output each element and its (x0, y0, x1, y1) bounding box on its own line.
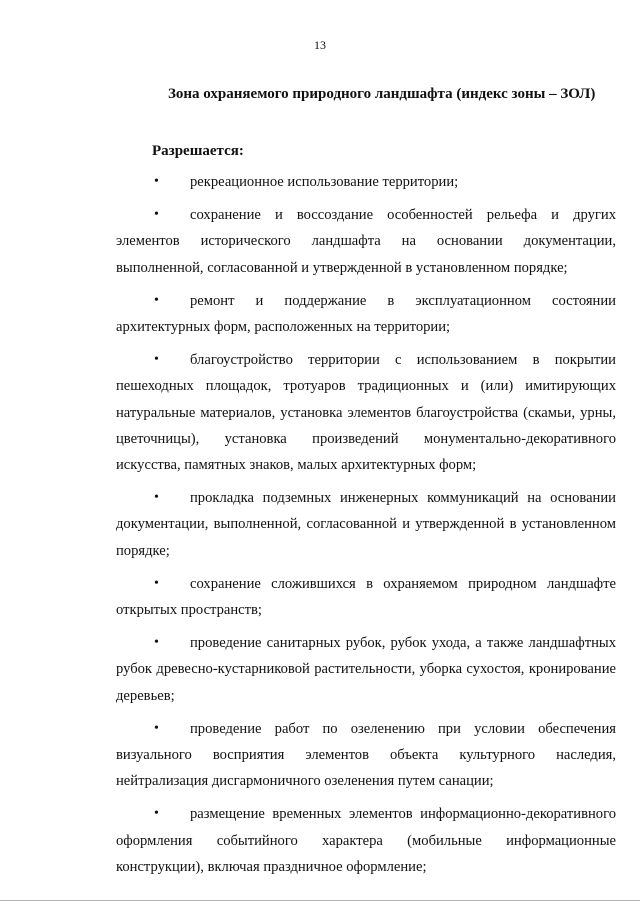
list-item (116, 571, 616, 623)
list-item (116, 202, 616, 281)
list-item-text: проведение работ по озеленению при условии обеспечения визуального восприятия элементов объекта культурного наследия, нейтрализация дисгармоничного озеленения путем санации; (116, 720, 616, 790)
bullet-icon: • (154, 806, 159, 822)
list-item (116, 347, 616, 478)
bullet-icon: • (154, 575, 159, 591)
bullet-icon: • (154, 352, 159, 368)
list-item-text: благоустройство территории с использованием в покрытии пешеходных площадок, тротуаров традиционных и (или) имитирующих натуральные материалов, установка элементов благоустройства (скамьи, урны, цветочницы), установка произведений монументально-декоративного искусства, памятных знаков, малых архитектурных форм; (116, 352, 616, 474)
bullet-icon: • (154, 720, 159, 736)
list-item-text: размещение временных элементов информационно-декоративного оформления событийного характера (мобильные информационные конструкции), включая праздничное оформление; (116, 806, 616, 875)
list-item-text: сохранение и воссоздание особенностей рельефа и других элементов исторического ландшафта на основании документации, выполненной, согласованной и утвержденной в установленном порядке; (116, 207, 616, 276)
page-bottom-divider (0, 900, 640, 901)
list-item (116, 716, 616, 795)
list-item-text: прокладка подземных инженерных коммуникаций на основании документации, выполненной, согласованной и утвержденной в установленном порядке; (116, 490, 616, 559)
list-item (116, 630, 616, 709)
allowed-heading: Разрешается: (152, 143, 244, 159)
list-item (116, 288, 616, 340)
bullet-icon: • (154, 207, 159, 223)
zone-title: Зона охраняемого природного ландшафта (индекс зоны – ЗОЛ) (168, 86, 596, 102)
bullet-icon: • (154, 490, 159, 506)
list-item-text: сохранение сложившихся в охраняемом природном ландшафте открытых пространств; (116, 575, 616, 619)
bullet-icon: • (154, 174, 159, 189)
list-item (116, 485, 616, 564)
allowed-list (116, 169, 616, 887)
list-item-text: проведение санитарных рубок, рубок ухода, а также ландшафтных рубок древесно-кустарниковой растительности, уборка сухостоя, кронирование деревьев; (116, 635, 616, 704)
list-item (116, 801, 616, 880)
list-item (116, 169, 616, 195)
list-item-text: рекреационное использование территории; (190, 174, 459, 190)
bullet-icon: • (154, 292, 159, 308)
page-number: 13 (314, 38, 326, 52)
list-item-text: ремонт и поддержание в эксплуатационном состоянии архитектурных форм, расположенных на территории; (116, 292, 616, 336)
bullet-icon: • (154, 635, 159, 651)
